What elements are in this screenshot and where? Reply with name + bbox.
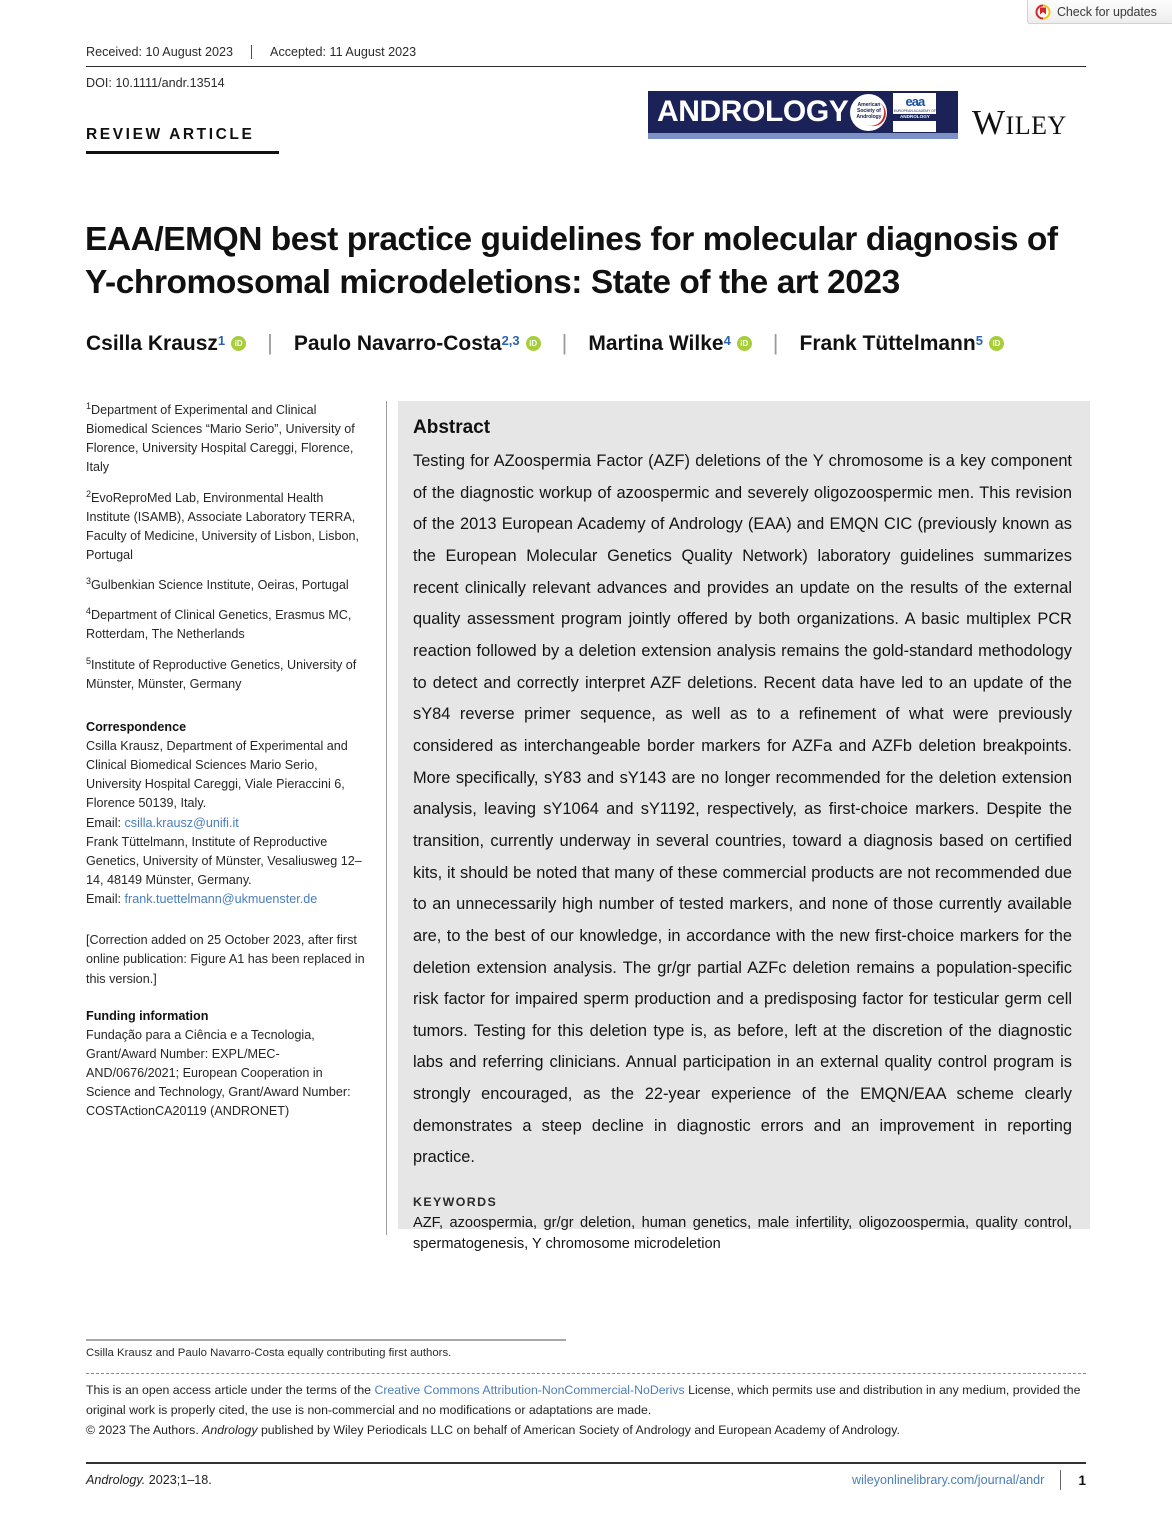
abstract-panel <box>398 401 1090 1253</box>
footer-divider <box>1060 1470 1061 1490</box>
journal-banner <box>648 91 1067 142</box>
copyright-journal-name: Andrology <box>202 1422 258 1437</box>
american-society-of-andrology-seal-icon <box>850 94 887 131</box>
check-for-updates-label: Check for updates <box>1057 4 1157 19</box>
correspondence-entry-1: Csilla Krausz, Department of Experimental and Clinical Biomedical Sciences Mario Serio, University Hospital Careggi, Viale Pieraccini 6, Florence 50139, Italy. <box>86 738 348 811</box>
article-dates <box>86 45 1086 67</box>
license-text-after: License, which permits use and distribution in any medium, provided the original work is properly cited, the use is non-commercial and no modifications or adaptations are made. <box>86 1383 1081 1417</box>
license-link[interactable]: Creative Commons Attribution-NonCommercial-NoDerivs <box>374 1383 685 1397</box>
email-link-krausz[interactable]: csilla.krausz@unifi.it <box>124 815 239 830</box>
dates-divider <box>251 45 252 59</box>
email-label: Email: <box>86 892 121 907</box>
funding-text: Fundação para a Ciência e a Tecnologia, Grant/Award Number: EXPL/MEC-AND/0676/2021; European Cooperation in Science and Technology, Grant/Award Number: COSTActionCA20119 (ANDRONET) <box>86 1027 351 1119</box>
asa-swoosh-icon <box>854 95 887 130</box>
orcid-icon[interactable] <box>989 336 1004 351</box>
asa-line-1: American <box>857 102 881 109</box>
affiliation-item <box>86 489 368 566</box>
correspondence-email-line-1 <box>86 814 368 833</box>
european-academy-of-andrology-seal-icon <box>893 93 936 132</box>
funding-block <box>86 1007 368 1122</box>
page-footer <box>86 1470 1086 1490</box>
article-type-rule <box>86 151 279 154</box>
affiliation-text: Institute of Reproductive Genetics, University of Münster, Münster, Germany <box>86 657 357 691</box>
author-name: Paulo Navarro-Costa <box>293 332 502 355</box>
affiliation-marker: 4 <box>86 606 92 617</box>
doi-text: DOI: 10.1111/andr.13514 <box>86 76 225 90</box>
abstract-heading: Abstract <box>413 417 491 438</box>
footnote-rule <box>86 1339 566 1341</box>
affiliation-marker: 1 <box>86 400 92 411</box>
keywords-heading: KEYWORDS <box>413 1195 498 1210</box>
author-list <box>86 330 1091 356</box>
author-entry: Martina Wilke $^4$ iD <box>588 332 751 356</box>
email-label: Email: <box>86 815 121 830</box>
affiliation-marker: 3 <box>86 575 92 586</box>
author-separator: | <box>267 330 273 355</box>
author-entry: Paulo Navarro-Costa $^{2,3}$ iD <box>294 332 541 356</box>
author-name: Frank Tüttelmann <box>799 332 976 355</box>
page-number: 1 <box>1078 1472 1086 1488</box>
author-entry: Frank Tüttelmann $^5$ iD <box>800 332 1004 356</box>
author-separator: | <box>561 330 568 355</box>
footer-rule <box>86 1462 1086 1464</box>
author-separator: | <box>772 330 779 355</box>
correspondence-entry-2: Frank Tüttelmann, Institute of Reproductive Genetics, University of Münster, Vesaliusweg 12–14, 48149 Münster, Germany. <box>86 834 362 887</box>
asa-line-2: Society of <box>857 108 881 115</box>
accepted-date: Accepted: 11 August 2023 <box>270 45 417 59</box>
author-name: Csilla Krausz <box>86 332 218 355</box>
eaa-footer-word: ANDROLOGY <box>893 114 936 121</box>
affiliation-item <box>86 606 368 644</box>
wiley-logo <box>972 105 1067 140</box>
affiliation-text: Department of Experimental and Clinical Biomedical Sciences “Mario Serio”, University of Florence, University Hospital Careggi, Florence, Italy <box>86 403 355 475</box>
andrology-logo <box>648 91 958 139</box>
correspondence-email-line-2 <box>86 890 368 909</box>
page-title: EAA/EMQN best practice guidelines for molecular diagnosis of Y-chromosomal microdeletions: State of the art 2023 <box>85 221 1058 301</box>
footer-journal-name: Andrology. <box>86 1473 146 1487</box>
license-dashed-rule <box>86 1373 1086 1374</box>
crossmark-icon <box>1035 4 1051 20</box>
footer-citation-detail: 2023;1–18. <box>145 1473 212 1487</box>
left-metadata-column <box>86 401 368 1140</box>
footer-right-group <box>852 1470 1086 1490</box>
abstract-body: Testing for AZoospermia Factor (AZF) deletions of the Y chromosome is a key component of the diagnostic workup of azoospermic and severely oligozoospermic men. This revision of the 2013 European Academy of Andrology (EAA) and EMQN CIC (previously known as the European Molecular Genetics Quality Network) laboratory guidelines summarizes recent clinically relevant advances and provides an update on the results of the external quality assessment program jointly offered by both organizations. A basic multiplex PCR reaction followed by a deletion extension analysis remains the gold-standard methodology to detect and correctly interpret AZF deletions. Recent data have led to an update of the sY84 reverse primer sequence, as well as to a refinement of what were previously considered as interchangeable border markers for AZFa and AZFb deletion breakpoints. More specifically, sY83 and sY143 are no longer recommended for the deletion extension analysis, leaving sY1064 and sY1192, respectively, as first-choice markers. Despite the transition, currently underway in several countries, toward a diagnosis based on certified kits, it should be noted that many of these commercial products are not recommended due to an unnecessarily high number of tested markers, and none of those currently available are, to the best of our knowledge, in accordance with the new first-choice markers for the deletion extension analysis. The gr/gr partial AZFc deletion remains a population-specific risk factor for impaired sperm production and a predisposing factor for testicular germ cell tumors. Testing for this deletion type is, as before, left at the discretion of the diagnostic labs and referring clinicians. Annual participation in an external quality control program is strongly encouraged, as the 22-year experience of the EMQN/EAA scheme clearly demonstrates a steep decline in diagnostic errors and an improvement in reporting practice. <box>413 452 1072 1167</box>
affiliation-item <box>86 656 368 694</box>
affiliation-text: Department of Clinical Genetics, Erasmus MC, Rotterdam, The Netherlands <box>86 608 352 642</box>
wiley-rest: ILEY <box>1005 111 1067 140</box>
journal-url-link[interactable]: wileyonlinelibrary.com/journal/andr <box>852 1473 1045 1487</box>
orcid-icon[interactable] <box>526 336 541 351</box>
license-text-before: This is an open access article under the terms of the <box>86 1383 375 1397</box>
equal-contribution-note: Csilla Krausz and Paulo Navarro-Costa equally contributing first authors. <box>86 1347 452 1359</box>
orcid-icon[interactable] <box>231 336 246 351</box>
email-link-tuettelmann[interactable]: frank.tuettelmann@ukmuenster.de <box>124 892 318 907</box>
correspondence-block <box>86 718 368 989</box>
funding-heading: Funding information <box>86 1008 209 1023</box>
received-date: Received: 10 August 2023 <box>86 45 234 59</box>
author-name: Martina Wilke <box>588 332 724 355</box>
affiliation-text: Gulbenkian Science Institute, Oeiras, Portugal <box>91 578 349 593</box>
eaa-subtitle: EUROPEAN ACADEMY OF <box>893 108 936 113</box>
wiley-w: W <box>972 103 1006 142</box>
asa-line-3: Andrology <box>856 113 882 120</box>
affiliation-text: EvoReproMed Lab, Environmental Health Institute (ISAMB), Associate Laboratory TERRA, Faculty of Medicine, University of Lisbon, Lisbon, Portugal <box>86 490 359 562</box>
keywords-list: AZF, azoospermia, gr/gr deletion, human genetics, male infertility, oligozoospermia, quality control, spermatogenesis, Y chromosome microdeletion <box>413 1215 1072 1253</box>
copyright-after: published by Wiley Periodicals LLC on behalf of American Society of Andrology and European Academy of Andrology. <box>257 1422 900 1437</box>
article-type-label: REVIEW ARTICLE <box>86 126 255 143</box>
copyright-before: © 2023 The Authors. <box>86 1422 203 1437</box>
affiliation-marker: 5 <box>86 655 92 666</box>
affiliation-marker: 2 <box>86 488 92 499</box>
affiliation-item <box>86 576 368 595</box>
affiliation-item <box>86 401 368 478</box>
orcid-icon[interactable] <box>737 336 752 351</box>
column-divider <box>386 401 387 1235</box>
correction-note: [Correction added on 25 October 2023, after first online publication: Figure A1 has been replaced in this version.] <box>86 933 365 986</box>
correspondence-heading: Correspondence <box>86 719 187 734</box>
license-block <box>86 1381 1086 1441</box>
check-for-updates-badge[interactable] <box>1027 0 1172 24</box>
eaa-wordmark: eaa <box>905 93 925 109</box>
andrology-wordmark: ANDROLOGY <box>657 95 849 128</box>
author-entry: Csilla Krausz $^1$ iD <box>86 332 246 356</box>
footer-citation <box>86 1473 212 1487</box>
